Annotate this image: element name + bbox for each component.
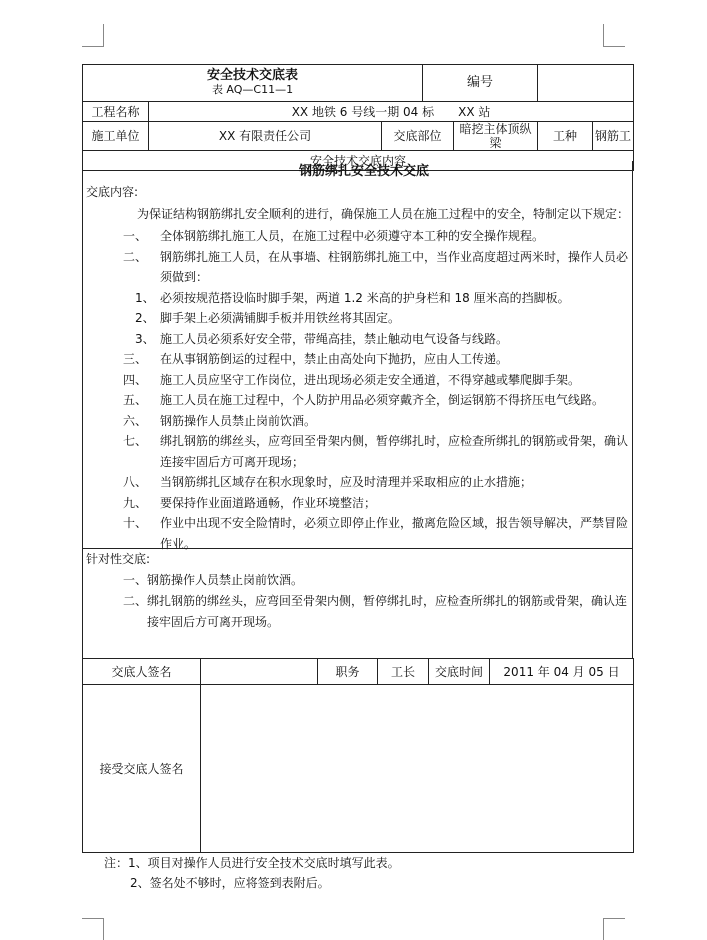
content-item-text: 连接牢固后方可离开现场； (160, 454, 305, 469)
content-intro: 为保证结构钢筋绑扎安全顺利的进行，确保施工人员在施工过程中的安全，特制定以下规定： (137, 207, 630, 221)
content-item-text: 在从事钢筋倒运的过程中，禁止由高处向下抛扔，应由人工传递。 (160, 352, 509, 366)
content-item-text: 作业。 (160, 536, 197, 551)
content-subitem-text: 施工人员必须系好安全带，带绳高挂，禁止触动电气设备与线路。 (160, 331, 509, 346)
crop-mark-top-right-v (603, 24, 604, 46)
handover-giver-signature[interactable] (201, 659, 318, 685)
content-item-text: 作业中出现不安全险情时，必须立即停止作业，撤离危险区域，报告领导解决，严禁冒险 (160, 516, 629, 530)
construction-unit-label: 施工单位 (83, 122, 149, 151)
crop-mark-bottom-right-v (603, 918, 604, 940)
crop-mark-bottom-left-h (82, 918, 104, 919)
content-item-number: 二、 (123, 249, 148, 264)
content-item-text: 全体钢筋绑扎施工人员，在施工过程中必须遵守本工种的安全操作规程。 (160, 229, 545, 243)
note-line-2: 2、签名处不够时，应将签到表附后。 (130, 876, 330, 890)
content-subitem-text: 必须按规范搭设临时脚手架，两道 1.2 米高的护身栏和 18 厘米高的挡脚板。 (160, 290, 570, 305)
content-section-header: 安全技术交底内容 (83, 151, 634, 171)
header-table (82, 64, 634, 171)
form-title: 安全技术交底表 (207, 68, 299, 83)
specific-item-text: 接牢固后方可离开现场。 (147, 615, 280, 629)
content-item-number: 十、 (123, 516, 148, 530)
content-subitem-number: 2、 (135, 311, 155, 325)
handover-time-value: 2011 年 04 月 05 日 (490, 659, 634, 685)
crop-mark-top-left-h (82, 46, 104, 47)
crop-mark-bottom-left-v (103, 918, 104, 940)
trade-label: 工种 (538, 122, 593, 151)
receiver-signature-area[interactable] (201, 685, 634, 853)
content-item-text: 当钢筋绑扎区域存在积水现象时，应及时清理并采取相应的止水措施； (160, 475, 533, 489)
handover-part-value: 暗挖主体顶纵梁 (454, 122, 538, 151)
receiver-signature-label: 接受交底人签名 (83, 685, 201, 853)
content-label: 交底内容: (86, 185, 139, 199)
content-item-number: 六、 (123, 413, 148, 428)
signature-table (82, 658, 634, 853)
form-title-cell (83, 65, 423, 102)
crop-mark-top-left-v (103, 24, 104, 46)
content-item-number: 四、 (123, 372, 148, 387)
crop-mark-bottom-right-h (603, 918, 625, 919)
content-item-number: 九、 (123, 495, 148, 510)
project-name-label: 工程名称 (83, 102, 149, 122)
serial-number-label: 编号 (423, 65, 538, 102)
serial-number-value[interactable] (538, 65, 634, 102)
construction-unit-value: XX 有限责任公司 (149, 122, 382, 151)
content-item-text: 要保持作业面道路通畅，作业环境整洁； (160, 495, 377, 510)
content-subitem-text: 脚手架上必须满铺脚手板并用铁丝将其固定。 (160, 311, 401, 325)
specific-item-text: 二、绑扎钢筋的绑丝头，应弯回至骨架内侧，暂停绑扎时，应检查所绑扎的钢筋或骨架，确认连 (123, 594, 628, 608)
content-subitem-number: 1、 (135, 290, 155, 305)
crop-mark-top-right-h (603, 46, 625, 47)
content-item-number: 七、 (123, 434, 148, 448)
specific-label: 针对性交底: (86, 552, 151, 566)
content-item-number: 五、 (123, 393, 148, 407)
content-item-text: 须做到： (160, 270, 209, 284)
position-value: 工长 (378, 659, 429, 685)
project-name-value: XX 地铁 6 号线一期 04 标 XX 站 (149, 102, 634, 122)
content-doc-title: 钢筋绑扎安全技术交底 (299, 164, 430, 179)
trade-value: 钢筋工 (593, 122, 634, 151)
content-item-text: 钢筋操作人员禁止岗前饮酒。 (160, 413, 317, 428)
handover-giver-label: 交底人签名 (83, 659, 201, 685)
specific-handover-block (82, 548, 633, 659)
content-item-text: 施工人员在施工过程中，个人防护用品必须穿戴齐全，倒运钢筋不得挤压电气线路。 (160, 393, 605, 407)
handover-part-label: 交底部位 (382, 122, 454, 151)
content-item-number: 三、 (123, 352, 148, 366)
content-item-text: 绑扎钢筋的绑丝头，应弯回至骨架内侧，暂停绑扎时，应检查所绑扎的钢筋或骨架，确认 (160, 434, 629, 448)
content-item-text: 施工人员应坚守工作岗位，进出现场必须走安全通道，不得穿越或攀爬脚手架。 (160, 372, 581, 387)
handover-time-label: 交底时间 (429, 659, 490, 685)
specific-item-text: 一、钢筋操作人员禁止岗前饮酒。 (123, 573, 304, 587)
position-label: 职务 (318, 659, 378, 685)
content-item-number: 八、 (123, 475, 148, 489)
form-number: 表 AQ—C11—1 (211, 83, 294, 96)
content-subitem-number: 3、 (135, 331, 155, 346)
handover-content-block (82, 161, 633, 549)
note-line-1: 注：1、项目对操作人员进行安全技术交底时填写此表。 (104, 856, 400, 870)
content-item-text: 钢筋绑扎施工人员，在从事墙、柱钢筋绑扎施工中，当作业高度超过两米时，操作人员必 (160, 249, 629, 264)
content-item-number: 一、 (123, 229, 148, 243)
